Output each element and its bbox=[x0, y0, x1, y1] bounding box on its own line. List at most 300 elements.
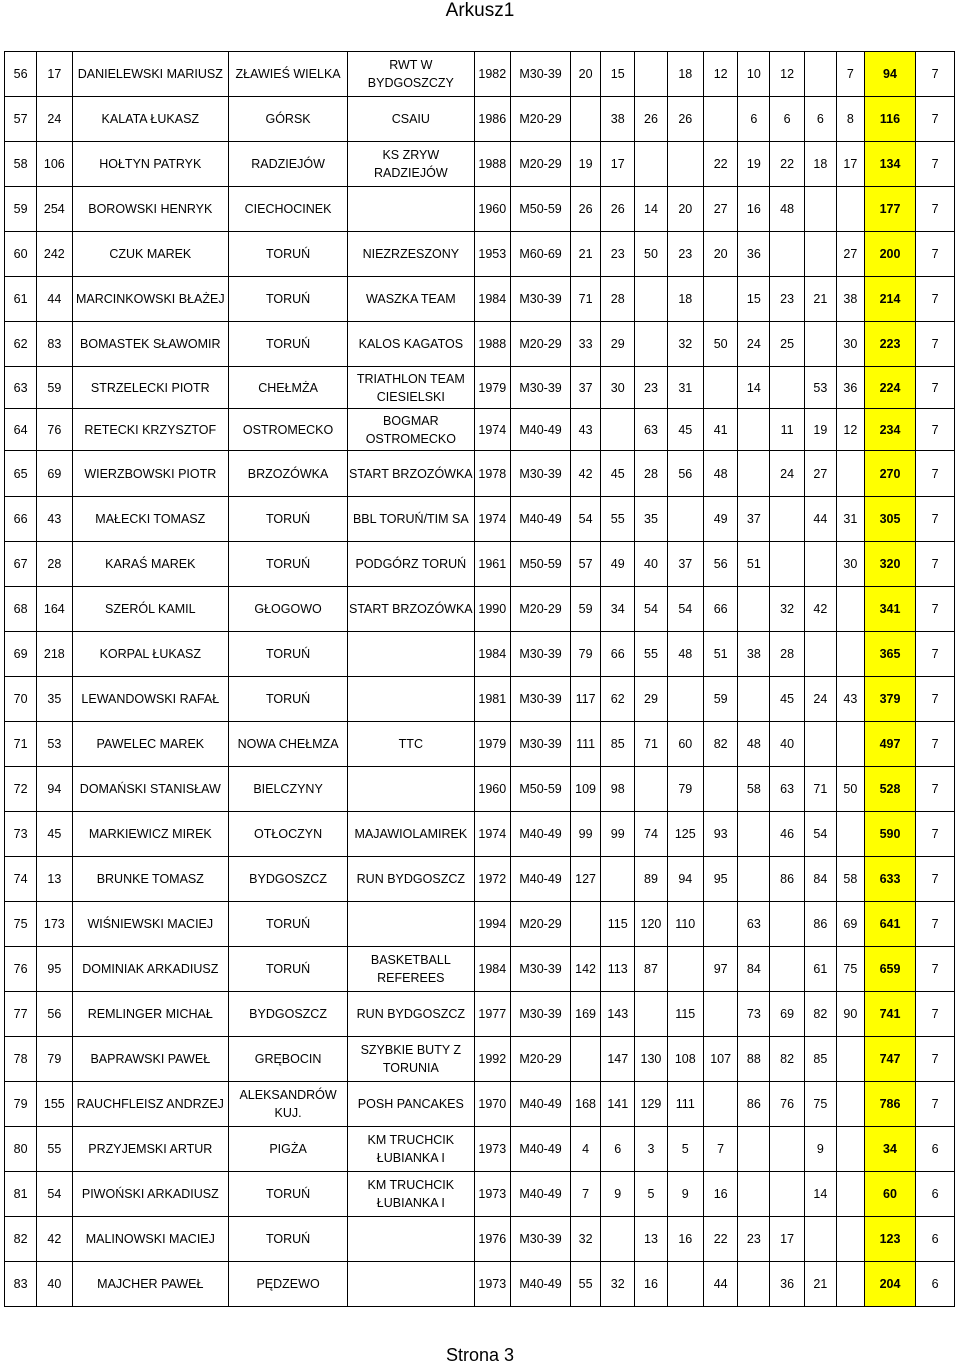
club-cell: NIEZRZESZONY bbox=[348, 232, 475, 277]
race-3-cell: 5 bbox=[635, 1172, 667, 1217]
year-cell: 1973 bbox=[474, 1262, 510, 1307]
total-cell: 641 bbox=[864, 902, 915, 947]
category-cell: M20-29 bbox=[511, 97, 571, 142]
total-cell: 365 bbox=[864, 632, 915, 677]
race-7-cell: 40 bbox=[770, 722, 804, 767]
total-cell: 177 bbox=[864, 187, 915, 232]
race-5-cell: 51 bbox=[704, 632, 738, 677]
race-6-cell bbox=[738, 812, 770, 857]
total-cell: 214 bbox=[864, 277, 915, 322]
race-7-cell bbox=[770, 1127, 804, 1172]
bib-cell: 218 bbox=[37, 632, 72, 677]
race-4-cell bbox=[667, 1262, 703, 1307]
race-8-cell: 9 bbox=[804, 1127, 836, 1172]
bib-cell: 45 bbox=[37, 812, 72, 857]
count-cell: 7 bbox=[916, 367, 955, 409]
race-3-cell: 40 bbox=[635, 542, 667, 587]
club-cell: TTC bbox=[348, 722, 475, 767]
race-3-cell: 50 bbox=[635, 232, 667, 277]
page-footer: Strona 3 bbox=[445, 1345, 515, 1365]
race-1-cell: 7 bbox=[571, 1172, 601, 1217]
category-cell: M30-39 bbox=[511, 367, 571, 409]
race-5-cell: 97 bbox=[704, 947, 738, 992]
place-cell: 60 bbox=[5, 232, 37, 277]
race-8-cell bbox=[804, 1217, 836, 1262]
race-4-cell: 125 bbox=[667, 812, 703, 857]
race-2-cell: 45 bbox=[601, 451, 635, 497]
race-7-cell: 25 bbox=[770, 322, 804, 367]
name-cell: MAŁECKI TOMASZ bbox=[72, 497, 229, 542]
total-cell: 590 bbox=[864, 812, 915, 857]
race-3-cell: 3 bbox=[635, 1127, 667, 1172]
club-cell: RUN BYDGOSZCZ bbox=[348, 857, 475, 902]
table-row bbox=[5, 1037, 955, 1082]
race-2-cell: 98 bbox=[601, 767, 635, 812]
total-cell: 234 bbox=[864, 409, 915, 451]
category-cell: M30-39 bbox=[511, 451, 571, 497]
table-row bbox=[5, 857, 955, 902]
table-row bbox=[5, 542, 955, 587]
race-5-cell: 16 bbox=[704, 1172, 738, 1217]
race-3-cell: 120 bbox=[635, 902, 667, 947]
race-1-cell: 127 bbox=[571, 857, 601, 902]
city-cell: TORUŃ bbox=[229, 232, 348, 277]
race-7-cell: 69 bbox=[770, 992, 804, 1037]
name-cell: LEWANDOWSKI RAFAŁ bbox=[72, 677, 229, 722]
race-1-cell: 168 bbox=[571, 1082, 601, 1127]
race-6-cell bbox=[738, 451, 770, 497]
name-cell: BOMASTEK SŁAWOMIR bbox=[72, 322, 229, 367]
name-cell: RAUCHFLEISZ ANDRZEJ bbox=[72, 1082, 229, 1127]
table-row bbox=[5, 1262, 955, 1307]
race-4-cell: 54 bbox=[667, 587, 703, 632]
city-cell: TORUŃ bbox=[229, 1172, 348, 1217]
race-9-cell: 43 bbox=[836, 677, 864, 722]
race-7-cell: 76 bbox=[770, 1082, 804, 1127]
race-3-cell: 14 bbox=[635, 187, 667, 232]
race-3-cell: 130 bbox=[635, 1037, 667, 1082]
bib-cell: 35 bbox=[37, 677, 72, 722]
total-cell: 528 bbox=[864, 767, 915, 812]
results-table bbox=[4, 51, 955, 1307]
race-2-cell: 66 bbox=[601, 632, 635, 677]
race-8-cell: 6 bbox=[804, 97, 836, 142]
race-5-cell: 56 bbox=[704, 542, 738, 587]
race-5-cell bbox=[704, 992, 738, 1037]
table-row bbox=[5, 497, 955, 542]
race-8-cell: 84 bbox=[804, 857, 836, 902]
race-1-cell: 71 bbox=[571, 277, 601, 322]
race-8-cell: 18 bbox=[804, 142, 836, 187]
year-cell: 1984 bbox=[474, 947, 510, 992]
category-cell: M30-39 bbox=[511, 1217, 571, 1262]
race-4-cell: 5 bbox=[667, 1127, 703, 1172]
race-1-cell: 117 bbox=[571, 677, 601, 722]
place-cell: 70 bbox=[5, 677, 37, 722]
total-cell: 747 bbox=[864, 1037, 915, 1082]
race-6-cell: 10 bbox=[738, 52, 770, 97]
bib-cell: 79 bbox=[37, 1037, 72, 1082]
race-3-cell: 28 bbox=[635, 451, 667, 497]
category-cell: M30-39 bbox=[511, 722, 571, 767]
race-7-cell bbox=[770, 367, 804, 409]
category-cell: M40-49 bbox=[511, 1262, 571, 1307]
bib-cell: 69 bbox=[37, 451, 72, 497]
race-2-cell: 38 bbox=[601, 97, 635, 142]
race-5-cell: 107 bbox=[704, 1037, 738, 1082]
place-cell: 61 bbox=[5, 277, 37, 322]
count-cell: 7 bbox=[916, 52, 955, 97]
race-4-cell: 16 bbox=[667, 1217, 703, 1262]
category-cell: M20-29 bbox=[511, 902, 571, 947]
race-5-cell: 49 bbox=[704, 497, 738, 542]
race-4-cell: 23 bbox=[667, 232, 703, 277]
race-9-cell: 30 bbox=[836, 322, 864, 367]
race-2-cell: 15 bbox=[601, 52, 635, 97]
race-4-cell: 31 bbox=[667, 367, 703, 409]
race-8-cell: 85 bbox=[804, 1037, 836, 1082]
race-5-cell: 12 bbox=[704, 52, 738, 97]
race-3-cell: 35 bbox=[635, 497, 667, 542]
race-3-cell bbox=[635, 277, 667, 322]
race-7-cell: 11 bbox=[770, 409, 804, 451]
count-cell: 7 bbox=[916, 1037, 955, 1082]
place-cell: 77 bbox=[5, 992, 37, 1037]
category-cell: M20-29 bbox=[511, 142, 571, 187]
race-8-cell bbox=[804, 52, 836, 97]
count-cell: 7 bbox=[916, 542, 955, 587]
race-3-cell: 23 bbox=[635, 367, 667, 409]
total-cell: 305 bbox=[864, 497, 915, 542]
year-cell: 1981 bbox=[474, 677, 510, 722]
race-1-cell: 42 bbox=[571, 451, 601, 497]
city-cell: GÓRSK bbox=[229, 97, 348, 142]
bib-cell: 44 bbox=[37, 277, 72, 322]
race-9-cell: 30 bbox=[836, 542, 864, 587]
name-cell: MALINOWSKI MACIEJ bbox=[72, 1217, 229, 1262]
bib-cell: 254 bbox=[37, 187, 72, 232]
race-2-cell: 29 bbox=[601, 322, 635, 367]
city-cell: TORUŃ bbox=[229, 947, 348, 992]
club-cell: MAJAWIOLAMIREK bbox=[348, 812, 475, 857]
race-3-cell bbox=[635, 52, 667, 97]
race-7-cell: 63 bbox=[770, 767, 804, 812]
count-cell: 7 bbox=[916, 322, 955, 367]
race-6-cell: 24 bbox=[738, 322, 770, 367]
place-cell: 69 bbox=[5, 632, 37, 677]
race-7-cell: 6 bbox=[770, 97, 804, 142]
name-cell: DOMINIAK ARKADIUSZ bbox=[72, 947, 229, 992]
race-7-cell bbox=[770, 947, 804, 992]
table-row bbox=[5, 367, 955, 409]
place-cell: 66 bbox=[5, 497, 37, 542]
bib-cell: 94 bbox=[37, 767, 72, 812]
total-cell: 200 bbox=[864, 232, 915, 277]
race-9-cell bbox=[836, 812, 864, 857]
year-cell: 1984 bbox=[474, 277, 510, 322]
bib-cell: 17 bbox=[37, 52, 72, 97]
race-7-cell bbox=[770, 232, 804, 277]
race-4-cell: 60 bbox=[667, 722, 703, 767]
name-cell: REMLINGER MICHAŁ bbox=[72, 992, 229, 1037]
race-1-cell bbox=[571, 902, 601, 947]
race-5-cell: 41 bbox=[704, 409, 738, 451]
total-cell: 116 bbox=[864, 97, 915, 142]
race-3-cell: 29 bbox=[635, 677, 667, 722]
race-7-cell: 86 bbox=[770, 857, 804, 902]
total-cell: 204 bbox=[864, 1262, 915, 1307]
city-cell: TORUŃ bbox=[229, 542, 348, 587]
club-cell: START BRZOZÓWKA bbox=[348, 587, 475, 632]
race-5-cell: 20 bbox=[704, 232, 738, 277]
bib-cell: 24 bbox=[37, 97, 72, 142]
year-cell: 1953 bbox=[474, 232, 510, 277]
race-4-cell: 110 bbox=[667, 902, 703, 947]
race-6-cell bbox=[738, 1262, 770, 1307]
city-cell: CIECHOCINEK bbox=[229, 187, 348, 232]
race-7-cell bbox=[770, 1172, 804, 1217]
city-cell: GRĘBOCIN bbox=[229, 1037, 348, 1082]
place-cell: 64 bbox=[5, 409, 37, 451]
club-cell: WASZKA TEAM bbox=[348, 277, 475, 322]
race-1-cell: 26 bbox=[571, 187, 601, 232]
race-7-cell bbox=[770, 497, 804, 542]
race-6-cell: 6 bbox=[738, 97, 770, 142]
race-2-cell: 28 bbox=[601, 277, 635, 322]
race-3-cell bbox=[635, 322, 667, 367]
club-cell: BOGMAR OSTROMECKO bbox=[348, 409, 475, 451]
club-cell: BBL TORUŃ/TIM SA bbox=[348, 497, 475, 542]
total-cell: 134 bbox=[864, 142, 915, 187]
race-8-cell: 21 bbox=[804, 277, 836, 322]
table-row bbox=[5, 1082, 955, 1127]
category-cell: M60-69 bbox=[511, 232, 571, 277]
race-7-cell: 24 bbox=[770, 451, 804, 497]
place-cell: 81 bbox=[5, 1172, 37, 1217]
club-cell: SZYBKIE BUTY Z TORUNIA bbox=[348, 1037, 475, 1082]
category-cell: M20-29 bbox=[511, 587, 571, 632]
place-cell: 67 bbox=[5, 542, 37, 587]
city-cell: TORUŃ bbox=[229, 902, 348, 947]
name-cell: PAWELEC MAREK bbox=[72, 722, 229, 767]
city-cell: BRZOZÓWKA bbox=[229, 451, 348, 497]
race-8-cell bbox=[804, 322, 836, 367]
race-3-cell bbox=[635, 142, 667, 187]
race-2-cell: 62 bbox=[601, 677, 635, 722]
year-cell: 1974 bbox=[474, 497, 510, 542]
count-cell: 7 bbox=[916, 232, 955, 277]
race-5-cell bbox=[704, 277, 738, 322]
race-1-cell: 142 bbox=[571, 947, 601, 992]
count-cell: 7 bbox=[916, 632, 955, 677]
race-7-cell bbox=[770, 542, 804, 587]
club-cell: BASKETBALL REFEREES bbox=[348, 947, 475, 992]
table-row bbox=[5, 52, 955, 97]
race-1-cell: 55 bbox=[571, 1262, 601, 1307]
total-cell: 786 bbox=[864, 1082, 915, 1127]
race-8-cell: 54 bbox=[804, 812, 836, 857]
category-cell: M50-59 bbox=[511, 187, 571, 232]
race-3-cell: 55 bbox=[635, 632, 667, 677]
place-cell: 58 bbox=[5, 142, 37, 187]
race-9-cell: 8 bbox=[836, 97, 864, 142]
race-2-cell: 30 bbox=[601, 367, 635, 409]
race-9-cell: 17 bbox=[836, 142, 864, 187]
count-cell: 6 bbox=[916, 1217, 955, 1262]
name-cell: DOMAŃSKI STANISŁAW bbox=[72, 767, 229, 812]
table-row bbox=[5, 992, 955, 1037]
place-cell: 57 bbox=[5, 97, 37, 142]
race-9-cell: 58 bbox=[836, 857, 864, 902]
table-row bbox=[5, 451, 955, 497]
name-cell: CZUK MAREK bbox=[72, 232, 229, 277]
count-cell: 7 bbox=[916, 277, 955, 322]
category-cell: M30-39 bbox=[511, 677, 571, 722]
category-cell: M30-39 bbox=[511, 277, 571, 322]
year-cell: 1986 bbox=[474, 97, 510, 142]
count-cell: 6 bbox=[916, 1262, 955, 1307]
category-cell: M40-49 bbox=[511, 409, 571, 451]
name-cell: RETECKI KRZYSZTOF bbox=[72, 409, 229, 451]
table-row bbox=[5, 677, 955, 722]
club-cell: TRIATHLON TEAM CIESIELSKI bbox=[348, 367, 475, 409]
race-8-cell: 14 bbox=[804, 1172, 836, 1217]
race-1-cell: 109 bbox=[571, 767, 601, 812]
city-cell: TORUŃ bbox=[229, 497, 348, 542]
race-9-cell bbox=[836, 187, 864, 232]
place-cell: 74 bbox=[5, 857, 37, 902]
category-cell: M30-39 bbox=[511, 632, 571, 677]
table-row bbox=[5, 232, 955, 277]
name-cell: WIERZBOWSKI PIOTR bbox=[72, 451, 229, 497]
race-2-cell: 6 bbox=[601, 1127, 635, 1172]
year-cell: 1960 bbox=[474, 187, 510, 232]
city-cell: OTŁOCZYN bbox=[229, 812, 348, 857]
bib-cell: 42 bbox=[37, 1217, 72, 1262]
race-6-cell: 19 bbox=[738, 142, 770, 187]
race-5-cell: 95 bbox=[704, 857, 738, 902]
count-cell: 7 bbox=[916, 992, 955, 1037]
bib-cell: 59 bbox=[37, 367, 72, 409]
bib-cell: 106 bbox=[37, 142, 72, 187]
club-cell: KALOS KAGATOS bbox=[348, 322, 475, 367]
count-cell: 7 bbox=[916, 722, 955, 767]
race-7-cell: 82 bbox=[770, 1037, 804, 1082]
year-cell: 1973 bbox=[474, 1172, 510, 1217]
year-cell: 1988 bbox=[474, 142, 510, 187]
race-1-cell: 43 bbox=[571, 409, 601, 451]
race-2-cell: 85 bbox=[601, 722, 635, 767]
category-cell: M40-49 bbox=[511, 1172, 571, 1217]
city-cell: PĘDZEWO bbox=[229, 1262, 348, 1307]
race-6-cell bbox=[738, 1172, 770, 1217]
category-cell: M40-49 bbox=[511, 812, 571, 857]
results-body bbox=[5, 52, 955, 1307]
race-2-cell: 55 bbox=[601, 497, 635, 542]
city-cell: TORUŃ bbox=[229, 677, 348, 722]
race-8-cell bbox=[804, 542, 836, 587]
race-1-cell bbox=[571, 1037, 601, 1082]
bib-cell: 155 bbox=[37, 1082, 72, 1127]
category-cell: M40-49 bbox=[511, 497, 571, 542]
race-7-cell: 36 bbox=[770, 1262, 804, 1307]
name-cell: BAPRAWSKI PAWEŁ bbox=[72, 1037, 229, 1082]
bib-cell: 83 bbox=[37, 322, 72, 367]
city-cell: TORUŃ bbox=[229, 322, 348, 367]
table-row bbox=[5, 277, 955, 322]
city-cell: BYDGOSZCZ bbox=[229, 992, 348, 1037]
total-cell: 633 bbox=[864, 857, 915, 902]
year-cell: 1979 bbox=[474, 367, 510, 409]
name-cell: BRUNKE TOMASZ bbox=[72, 857, 229, 902]
race-9-cell: 75 bbox=[836, 947, 864, 992]
city-cell: TORUŃ bbox=[229, 277, 348, 322]
table-row bbox=[5, 142, 955, 187]
place-cell: 71 bbox=[5, 722, 37, 767]
race-5-cell bbox=[704, 1082, 738, 1127]
name-cell: BOROWSKI HENRYK bbox=[72, 187, 229, 232]
place-cell: 75 bbox=[5, 902, 37, 947]
category-cell: M20-29 bbox=[511, 322, 571, 367]
place-cell: 59 bbox=[5, 187, 37, 232]
race-5-cell: 59 bbox=[704, 677, 738, 722]
race-6-cell: 16 bbox=[738, 187, 770, 232]
count-cell: 6 bbox=[916, 1172, 955, 1217]
race-4-cell: 108 bbox=[667, 1037, 703, 1082]
total-cell: 320 bbox=[864, 542, 915, 587]
race-7-cell: 22 bbox=[770, 142, 804, 187]
race-2-cell: 113 bbox=[601, 947, 635, 992]
club-cell: POSH PANCAKES bbox=[348, 1082, 475, 1127]
race-4-cell: 115 bbox=[667, 992, 703, 1037]
race-8-cell: 24 bbox=[804, 677, 836, 722]
race-5-cell: 50 bbox=[704, 322, 738, 367]
place-cell: 80 bbox=[5, 1127, 37, 1172]
place-cell: 78 bbox=[5, 1037, 37, 1082]
sheet-title: Arkusz1 bbox=[445, 0, 515, 21]
race-9-cell bbox=[836, 1262, 864, 1307]
year-cell: 1988 bbox=[474, 322, 510, 367]
race-8-cell: 71 bbox=[804, 767, 836, 812]
race-4-cell: 26 bbox=[667, 97, 703, 142]
race-1-cell: 21 bbox=[571, 232, 601, 277]
race-9-cell: 36 bbox=[836, 367, 864, 409]
bib-cell: 28 bbox=[37, 542, 72, 587]
bib-cell: 56 bbox=[37, 992, 72, 1037]
race-6-cell: 14 bbox=[738, 367, 770, 409]
place-cell: 79 bbox=[5, 1082, 37, 1127]
race-6-cell: 36 bbox=[738, 232, 770, 277]
place-cell: 63 bbox=[5, 367, 37, 409]
race-5-cell: 66 bbox=[704, 587, 738, 632]
count-cell: 7 bbox=[916, 409, 955, 451]
race-2-cell: 23 bbox=[601, 232, 635, 277]
year-cell: 1974 bbox=[474, 812, 510, 857]
race-5-cell: 44 bbox=[704, 1262, 738, 1307]
race-4-cell: 18 bbox=[667, 52, 703, 97]
club-cell: CSAIU bbox=[348, 97, 475, 142]
race-4-cell: 20 bbox=[667, 187, 703, 232]
total-cell: 270 bbox=[864, 451, 915, 497]
race-9-cell bbox=[836, 451, 864, 497]
race-1-cell bbox=[571, 97, 601, 142]
race-6-cell: 58 bbox=[738, 767, 770, 812]
total-cell: 497 bbox=[864, 722, 915, 767]
table-row bbox=[5, 187, 955, 232]
race-6-cell: 48 bbox=[738, 722, 770, 767]
table-row bbox=[5, 1172, 955, 1217]
year-cell: 1984 bbox=[474, 632, 510, 677]
